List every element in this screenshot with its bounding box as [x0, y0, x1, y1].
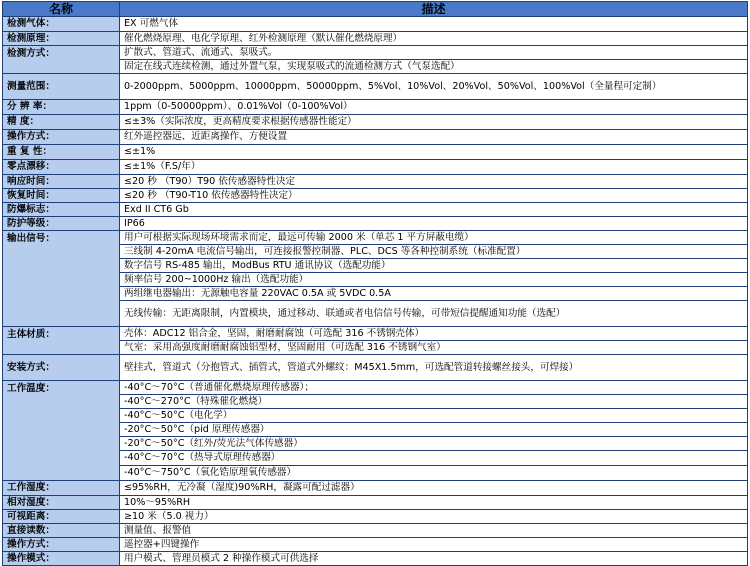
field-value: -20°C～50°C（pid 原理传感器）	[120, 423, 748, 437]
field-value: 无线传输：无距离限制，内置模块，通过移动、联通或者电信信号传输，可带短信提醒通知功能（选配）	[120, 301, 748, 327]
field-value: ≤20 秒 （T90-T10 依传感器特性决定）	[120, 189, 748, 203]
table-row	[3, 510, 748, 524]
field-label: 测量范围：	[3, 74, 120, 100]
table-row	[3, 355, 748, 381]
field-value: 催化燃烧原理、电化学原理、红外检测原理（默认催化燃烧原理）	[120, 32, 748, 46]
field-value: 扩散式、管道式、流通式、泵吸式。	[120, 46, 748, 60]
field-label: 操作方式：	[3, 130, 120, 145]
field-value: -40°C～50°C（电化学）	[120, 409, 748, 423]
table-row	[3, 145, 748, 160]
field-label: 操作模式：	[3, 552, 120, 566]
field-value: -40°C～750°C（氧化锆原理氧传感器）	[120, 466, 748, 481]
field-label: 精 度：	[3, 115, 120, 130]
field-label: 零点漂移：	[3, 160, 120, 175]
desc-column-header: 描述	[120, 2, 748, 17]
field-value: -40°C～70°C（普通催化燃烧原理传感器）；	[120, 381, 748, 395]
table-row	[3, 552, 748, 566]
field-value: ≥10 米（5.0 视力）	[120, 510, 748, 524]
table-header-row	[3, 2, 748, 17]
table-row	[3, 538, 748, 552]
table-row	[3, 327, 748, 341]
field-label: 重 复 性：	[3, 145, 120, 160]
field-value: 两组继电器输出：无源触电容量 220VAC 0.5A 或 5VDC 0.5A	[120, 287, 748, 301]
field-value: 壳体：ADC12 铝合金，坚固，耐磨耐腐蚀（可选配 316 不锈钢壳体）	[120, 327, 748, 341]
field-value: 用户可根据实际现场环境需求而定，最远可传输 2000 米（单芯 1 平方屏蔽电缆）	[120, 231, 748, 245]
table-row	[3, 130, 748, 145]
field-value: -20°C～50°C（红外/荧光法气体传感器）	[120, 437, 748, 451]
spec-table	[2, 1, 748, 566]
field-value: 遥控器+四键操作	[120, 538, 748, 552]
table-row	[3, 32, 748, 46]
table-row	[3, 217, 748, 231]
field-value: ≤20 秒 （T90）T90 依传感器特性决定	[120, 175, 748, 189]
field-value: 用户模式、管理员模式 2 种操作模式可供选择	[120, 552, 748, 566]
field-label: 防护等级：	[3, 217, 120, 231]
table-row	[3, 100, 748, 115]
field-label: 相对湿度：	[3, 496, 120, 510]
table-row	[3, 381, 748, 395]
table-row	[3, 524, 748, 538]
table-row	[3, 175, 748, 189]
field-value: EX 可燃气体	[120, 17, 748, 32]
table-row	[3, 496, 748, 510]
field-value: 频率信号 200~1000Hz 输出（选配功能）	[120, 273, 748, 287]
field-value: -40°C～70°C（热导式原理传感器）	[120, 451, 748, 466]
field-value: -40°C～270°C（特殊催化燃烧）	[120, 395, 748, 409]
field-label: 恢复时间：	[3, 189, 120, 203]
field-label: 响应时间：	[3, 175, 120, 189]
field-value: 数字信号 RS-485 输出，ModBus RTU 通讯协议（选配功能）	[120, 259, 748, 273]
table-row	[3, 74, 748, 100]
field-value: 10%～95%RH	[120, 496, 748, 510]
field-value: ≤±1%（F.S/年）	[120, 160, 748, 175]
field-label: 防爆标志：	[3, 203, 120, 217]
table-row	[3, 203, 748, 217]
field-label: 输出信号：	[3, 231, 120, 327]
field-label: 可视距离：	[3, 510, 120, 524]
field-value: 固定在线式连续检测，通过外置气泵，实现泵吸式的流通检测方式（气泵选配）	[120, 60, 748, 74]
table-row	[3, 115, 748, 130]
field-label: 检测方式：	[3, 46, 120, 74]
field-value: 1ppm（0-50000ppm）、0.01%Vol（0-100%Vol）	[120, 100, 748, 115]
field-label: 检测原理：	[3, 32, 120, 46]
field-label: 直接读数：	[3, 524, 120, 538]
field-label: 工作湿度：	[3, 481, 120, 496]
field-label: 工作温度：	[3, 381, 120, 481]
field-value: 测量值、报警值	[120, 524, 748, 538]
table-row	[3, 481, 748, 496]
field-value: Exd II CT6 Gb	[120, 203, 748, 217]
field-label: 主体材质：	[3, 327, 120, 355]
field-value: ≤95%RH，无冷凝（湿度)90%RH，凝露可配过滤器）	[120, 481, 748, 496]
field-label: 安装方式：	[3, 355, 120, 381]
field-value: 0-2000ppm、5000ppm、10000ppm、50000ppm、5%Vol、10%Vol、20%Vol、50%Vol、100%Vol（全量程可定制）	[120, 74, 748, 100]
field-value: 壁挂式，管道式（分抱管式、插管式，管道式外螺纹：M45X1.5mm，可选配管道转接螺丝接头，可焊接）	[120, 355, 748, 381]
table-row	[3, 46, 748, 60]
table-row	[3, 231, 748, 245]
field-label: 操作方式：	[3, 538, 120, 552]
field-label: 检测气体：	[3, 17, 120, 32]
table-body	[3, 17, 748, 566]
name-column-header: 名称	[3, 2, 120, 17]
field-value: ≤±1%	[120, 145, 748, 160]
field-value: 气室：采用高强度耐磨耐腐蚀铝型材，坚固耐用（可选配 316 不锈钢气室）	[120, 341, 748, 355]
field-label: 分 辨 率：	[3, 100, 120, 115]
field-value: 红外遥控器远、近距离操作、方便设置	[120, 130, 748, 145]
field-value: 三线制 4-20mA 电流信号输出，可连接报警控制器、PLC、DCS 等各种控制系统（标准配置）	[120, 245, 748, 259]
table-row	[3, 17, 748, 32]
field-value: ≤±3%（实际浓度，更高精度要求根据传感器性能定）	[120, 115, 748, 130]
field-value: IP66	[120, 217, 748, 231]
table-row	[3, 189, 748, 203]
table-row	[3, 160, 748, 175]
